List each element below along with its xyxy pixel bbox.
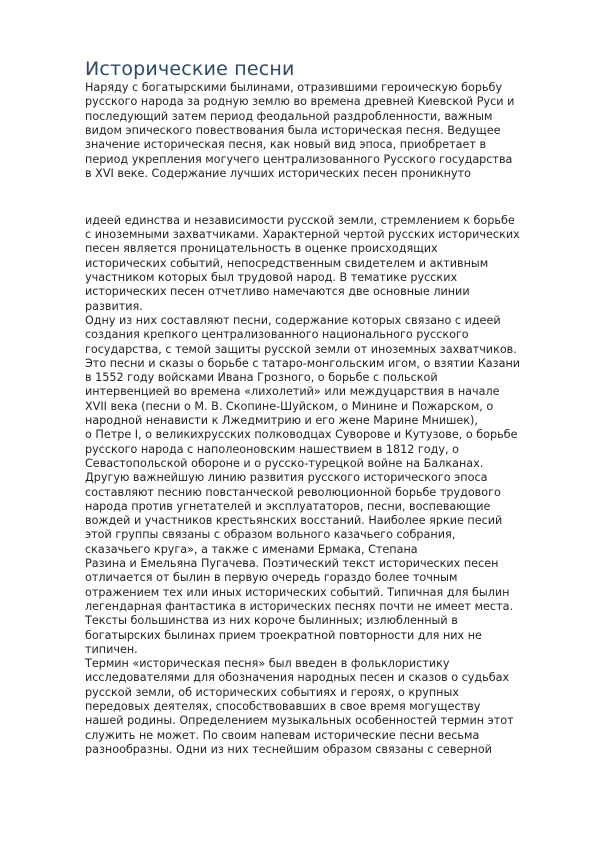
text-line: передовых деятелях, способствовавших в свое время могуществу [85,700,481,713]
text-line: Тексты большинства из них короче былинных; излюбленный в [85,614,458,628]
text-line: вождей и участников крестьянских восстаний. Наиболее яркие песий [85,514,503,528]
text-line: Термин «историческая песня» был введен в фольклористику [85,657,450,671]
text-line: Севастопольской обороне и о русско-турецкой войне на Балканах. [85,456,484,470]
text-line: Разина и Емельяна Пугачева. Поэтический текст исторических песен [85,557,499,570]
text-line: отличается от былин в первую очередь гораздо более точным [85,571,458,585]
text-line: Другую важнейшую линию развития русского исторического эпоса [85,471,488,485]
text-line: этой группы связаны с образом вольного казачьего собрания, [85,528,456,542]
text-line: период укрепления могучего централизованного Русского государства [85,152,513,166]
text-line: русского народа с наполеоновским нашествием в 1812 году, о [85,442,459,456]
text-line: развития. [85,299,143,313]
text-line: создания крепкого централизованного национального русского [85,328,469,342]
text-line: интервенцией во времена «лихолетий» или междуцарствия в начале [85,385,500,399]
text-line: в 1552 году войсками Ивана Грозного, о борьбе с польской [85,371,438,385]
text-line: с иноземными захватчиками. Характерной чертой русских исторических [85,228,520,242]
text-line: идеей единства и независимости русской земли, стремлением к борьбе [85,213,515,227]
text-line: видом эпического повествования была историческая песня. Ведущее [85,123,501,137]
text-line: народной ненависти к Лжедмитрию и его жене Марине Мнишек), [85,414,478,427]
text-line: отражением тех или иных исторических событий. Типичная для былин [85,585,510,599]
text-line: в XVI веке. Содержание лучших исторических песен проникнуто [85,166,471,180]
text-line: Это песни и сказы о борьбе с татаро-монгольским игом, о взятии Казани [85,356,521,370]
text-line: значение историческая песня, как новый вид эпоса, приобретает в [85,138,487,152]
text-line: исторических событий, непосредственным свидетелем и активным [85,256,489,270]
text-line: Наряду с богатырскими былинами, отразившими героическую борьбу [85,81,503,94]
text-line: богатырских былинах прием троекратной повторности для них не [85,628,482,642]
text-line: последующий затем период феодальной раздробленности, важным [85,109,493,123]
text-line: составляют песнию повстанческой революционной борьбе трудового [85,485,501,499]
text-line: русского народа за родную землю во времена древней Киевской Руси и [85,95,515,109]
page-title: Исторические песни [85,58,295,80]
text-line: о Петре I, о великихрусских полководцах Суворове и Кутузове, о борьбе [85,428,518,442]
text-line: государства, с темой защиты русской земли от иноземных захватчиков. [85,342,517,356]
text-line: типичен. [85,642,138,656]
text-line: исторических песен отчетливо намечаются две основные линии [85,285,470,299]
text-line: участником которых был трудовой народ. В тематике русских [85,271,458,284]
text-line: разнообразны. Одни из них теснейшим образом связаны с северной [85,742,492,756]
text-line: легендарная фантастика в исторических песнях почти не имеет места. [85,599,514,613]
text-line: песен является проницательность в оценке происходящих [85,242,438,256]
text-line: служить не может. По своим напевам исторические песни весьма [85,728,480,742]
text-line: исследователями для обозначения народных песен и сказов о судьбах [85,671,510,685]
text-line: нашей родины. Определением музыкальных особенностей термин этот [85,714,514,728]
text-line: русской земли, об исторических событиях и героях, о крупных [85,685,459,699]
text-line: Одну из них составляют песни, содержание которых связано с идеей [85,313,501,327]
text-line: народа против угнетателей и эксплуататоров, песни, воспевающие [85,499,491,513]
text-line: сказачьего круга», а также с именами Ермака, Степана [85,542,418,556]
text-line: XVII века (песни о М. В. Скопине-Шуйском, о Минине и Пожарском, о [85,399,494,413]
